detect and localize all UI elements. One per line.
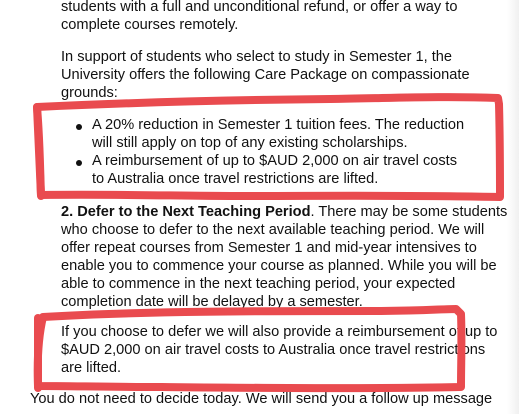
bullet-icon: [76, 160, 82, 166]
intro-line-2: complete courses remotely.: [61, 17, 239, 33]
care-item-2-line-2: to Australia once travel restrictions are lifted.: [92, 171, 379, 187]
defer-section-line-4: enable you to commence your course as planned. While you will be: [61, 258, 497, 274]
defer-section-line-1-rest: . There may be some students: [310, 204, 508, 220]
intro-line-1: students with a full and unconditional refund, or offer a way to: [61, 0, 458, 15]
care-package-intro-line-3: grounds:: [61, 85, 118, 101]
care-package-intro-line-2: University offers the following Care Package on compassionate: [61, 67, 470, 83]
defer-section-line-5: able to commence in the next teaching period, your expected: [61, 276, 456, 292]
defer-section-line-3: offer repeat courses from Semester 1 and mid-year intensives to: [61, 240, 477, 256]
closing-line-1: You do not need to decide today. We will send you a follow up message: [30, 391, 493, 407]
page-edge-shadow: [507, 0, 519, 414]
care-item-1-line-1: A 20% reduction in Semester 1 tuition fees. The reduction: [92, 117, 465, 133]
bullet-icon: [76, 124, 82, 130]
defer-reimbursement-line-3: are lifted.: [61, 360, 122, 376]
defer-reimbursement-line-1: If you choose to defer we will also provide a reimbursement of up to: [61, 324, 498, 340]
care-item-2-line-1: A reimbursement of up to $AUD 2,000 on air travel costs: [92, 153, 458, 169]
defer-reimbursement-line-2: $AUD 2,000 on air travel costs to Australia once travel restrictions: [61, 342, 486, 358]
care-item-1-line-2: will still apply on top of any existing scholarships.: [92, 135, 408, 151]
defer-section-heading: 2. Defer to the Next Teaching Period: [61, 204, 311, 220]
care-package-intro-line-1: In support of students who select to study in Semester 1, the: [61, 49, 453, 65]
defer-section-line-1: [61, 203, 507, 221]
defer-section-line-6: completion date will be delayed by a semester.: [61, 294, 363, 310]
defer-section-line-2: who choose to defer to the next available teaching period. We will: [61, 222, 485, 238]
